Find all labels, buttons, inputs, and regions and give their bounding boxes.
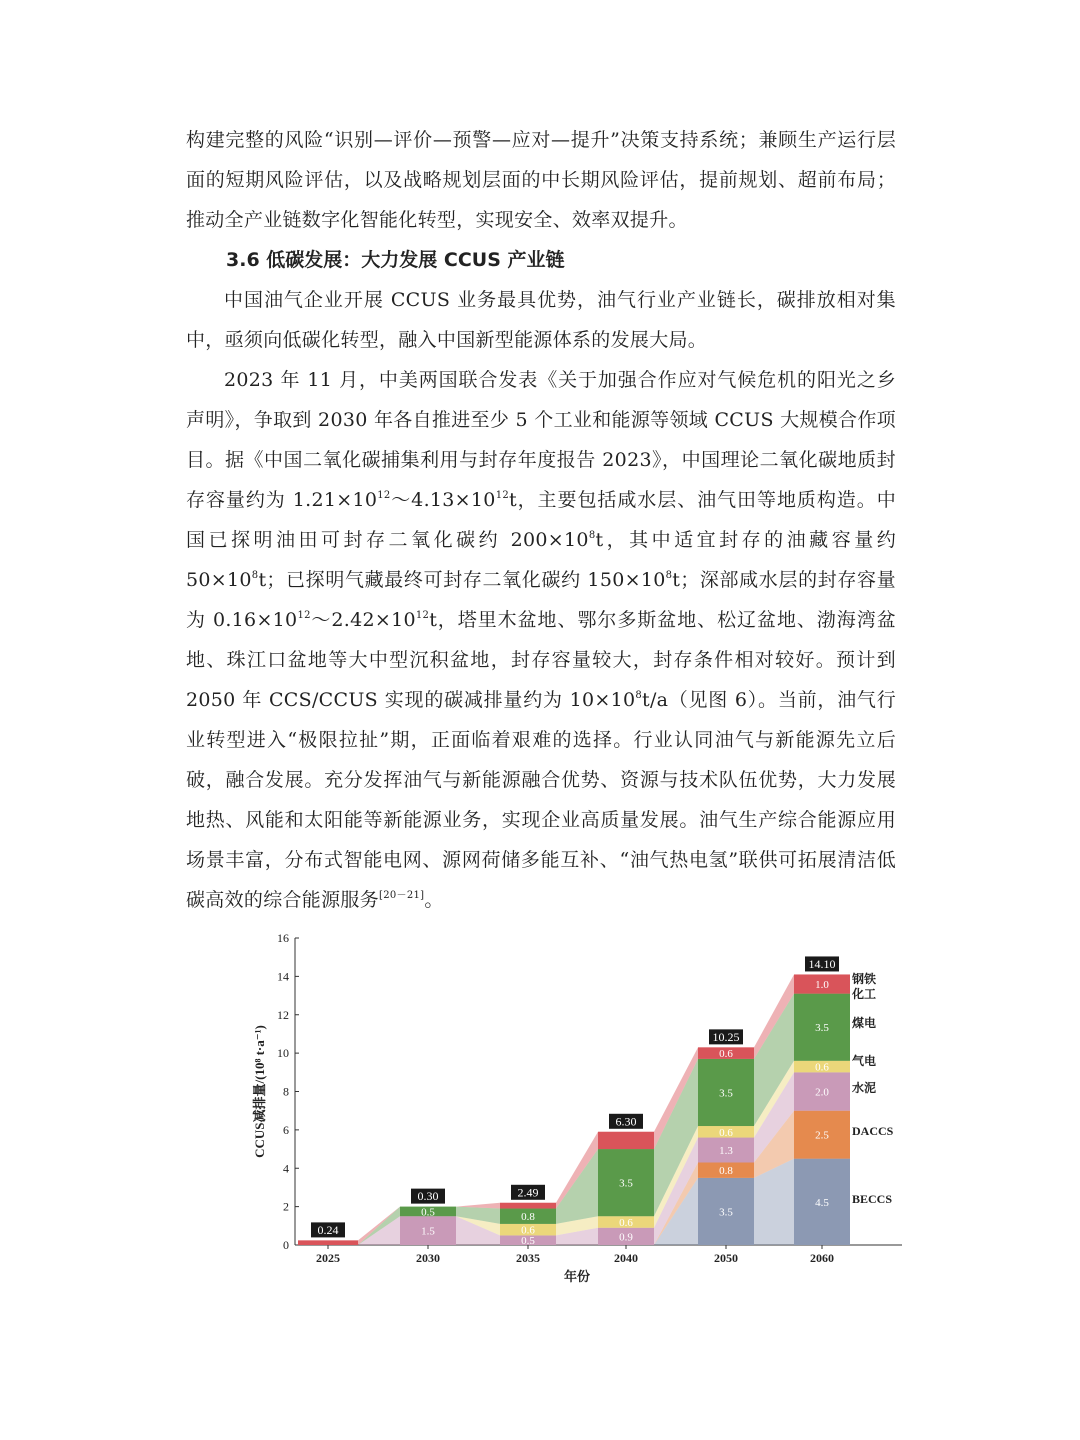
x-tick-label: 2040: [614, 1251, 638, 1265]
segment-value-label: 0.6: [619, 1216, 633, 1229]
segment-value-label: 0.6: [719, 1126, 733, 1139]
segment-value-label: 3.5: [815, 1022, 829, 1035]
total-value-label: 14.10: [808, 956, 836, 971]
citation-ref: [20－21]: [379, 890, 425, 901]
y-tick-label: 16: [277, 931, 289, 945]
segment-value-label: 3.5: [619, 1177, 633, 1190]
stack-segment: [598, 1132, 654, 1149]
y-tick-label: 14: [277, 969, 289, 984]
x-axis-title: 年份: [563, 1269, 591, 1284]
segment-value-label: 2.5: [815, 1129, 829, 1142]
segment-value-label: 0.5: [421, 1206, 435, 1219]
segment-value-label: 1.5: [421, 1225, 435, 1238]
total-value-label: 10.25: [712, 1029, 740, 1044]
stack-segment: [500, 1203, 556, 1209]
x-tick-label: 2030: [416, 1251, 440, 1265]
paragraph-1: 构建完整的风险“识别—评价—预警—应对—提升”决策支持系统；兼顾生产运行层面的短期风险评估，以及战略规划层面的中长期风险评估，提前规划、超前布局；推动全产业链数字化智能化转型，实现安全、效率双提升。: [186, 129, 896, 231]
total-value-label: 6.30: [615, 1114, 637, 1129]
paragraph-3: 2023 年 11 月，中美两国联合发表《关于加强合作应对气候危机的阳光之乡声明》，争取到 2030 年各自推进至少 5 个工业和能源等领域 CCUS 大规模合作项目。据《中国二氧化碳捕集利用与封存年度报告 2023》，中国理论二氧化碳地质封存容量约为 $1.21\times 10^{12}\sim 4.13\times 10^{12}t$，主要包括咸水层、油气田等地质构造。中国已探明油田可封存二氧化碳约 $200\times 10^8t$，其中适宜封存的油藏容量约 $50\times 10^8t$；已探明气藏最终可封存二氧化碳约 $150\times 10^8t$；深部咸水层的封存容量为 $0.16\times 10^{12}\sim 2.42\times 10^{12}t$，塔里木盆地、鄂尔多斯盆地、松辽盆地、渤海湾盆地、珠江口盆地等大中型沉积盆地，封存容量较大，封存条件相对较好。预计到 2050 年 CCS/CCUS 实现的碳减排量约为 $10\times 10^8t/a$（见图 6）。当前，油气行业转型进入“极限拉扯”期，正面临着艰难的选择。行业认同油气与新能源先立后破，融合发展。充分发挥油气与新能源融合优势、资源与技术队伍优势，大力发展地热、风能和太阳能等新能源业务，实现企业高质量发展。油气生产综合能源应用场景丰富，分布式智能电网、源网荷储多能互补、“油气热电氢”联供可拓展清洁低碳高效的综合能源服务[20－21]。: [186, 369, 897, 911]
section-heading: 3.6 低碳发展：大力发展 CCUS 产业链: [226, 249, 565, 271]
legend-label: 煤电: [852, 1016, 877, 1030]
legend-label: 化工: [852, 987, 877, 1001]
segment-value-label: 0.8: [521, 1211, 535, 1224]
y-tick-label: 8: [283, 1084, 289, 1099]
segment-value-label: 3.5: [719, 1087, 733, 1100]
segment-value-label: 0.6: [521, 1224, 535, 1237]
y-tick-label: 10: [277, 1046, 289, 1061]
y-tick-label: 2: [283, 1199, 289, 1214]
total-value-label: 0.30: [417, 1189, 439, 1204]
document-body: [186, 120, 896, 920]
legend-label: BECCS: [852, 1192, 893, 1206]
segment-value-label: 2.0: [815, 1086, 829, 1099]
segment-value-label: 0.9: [619, 1231, 633, 1244]
legend-label: DACCS: [852, 1124, 894, 1138]
legend-label: 气电: [852, 1054, 877, 1068]
y-tick-label: 6: [283, 1122, 289, 1137]
segment-value-label: 0.6: [719, 1048, 733, 1061]
y-axis-title: CCUS减排量/(10⁸ t·a⁻¹): [252, 1025, 267, 1158]
total-value-label: 2.49: [517, 1185, 539, 1200]
total-value-label: 0.24: [317, 1222, 339, 1237]
y-tick-label: 12: [277, 1007, 289, 1022]
segment-value-label: 0.5: [521, 1235, 535, 1248]
stack-segment: [298, 1240, 358, 1245]
paragraph-2: 中国油气企业开展 CCUS 业务最具优势，油气行业产业链长，碳排放相对集中，亟须向低碳化转型，融入中国新型能源体系的发展大局。: [186, 289, 896, 351]
y-tick-label: 4: [283, 1161, 289, 1176]
x-tick-label: 2050: [714, 1251, 738, 1265]
y-tick-label: 0: [283, 1238, 289, 1252]
x-tick-label: 2035: [516, 1251, 540, 1265]
x-tick-label: 2060: [810, 1251, 834, 1265]
ccus-stacked-area-chart: [240, 925, 920, 1295]
segment-value-label: 4.5: [815, 1196, 829, 1209]
segment-value-label: 1.3: [719, 1145, 733, 1158]
segment-value-label: 1.0: [815, 979, 829, 992]
segment-value-label: 3.5: [719, 1206, 733, 1219]
segment-value-label: 0.8: [719, 1165, 733, 1178]
legend-label: 水泥: [852, 1081, 877, 1095]
segment-value-label: 0.6: [815, 1061, 829, 1074]
legend-label: 钢铁: [852, 972, 877, 986]
x-tick-label: 2025: [316, 1251, 340, 1265]
